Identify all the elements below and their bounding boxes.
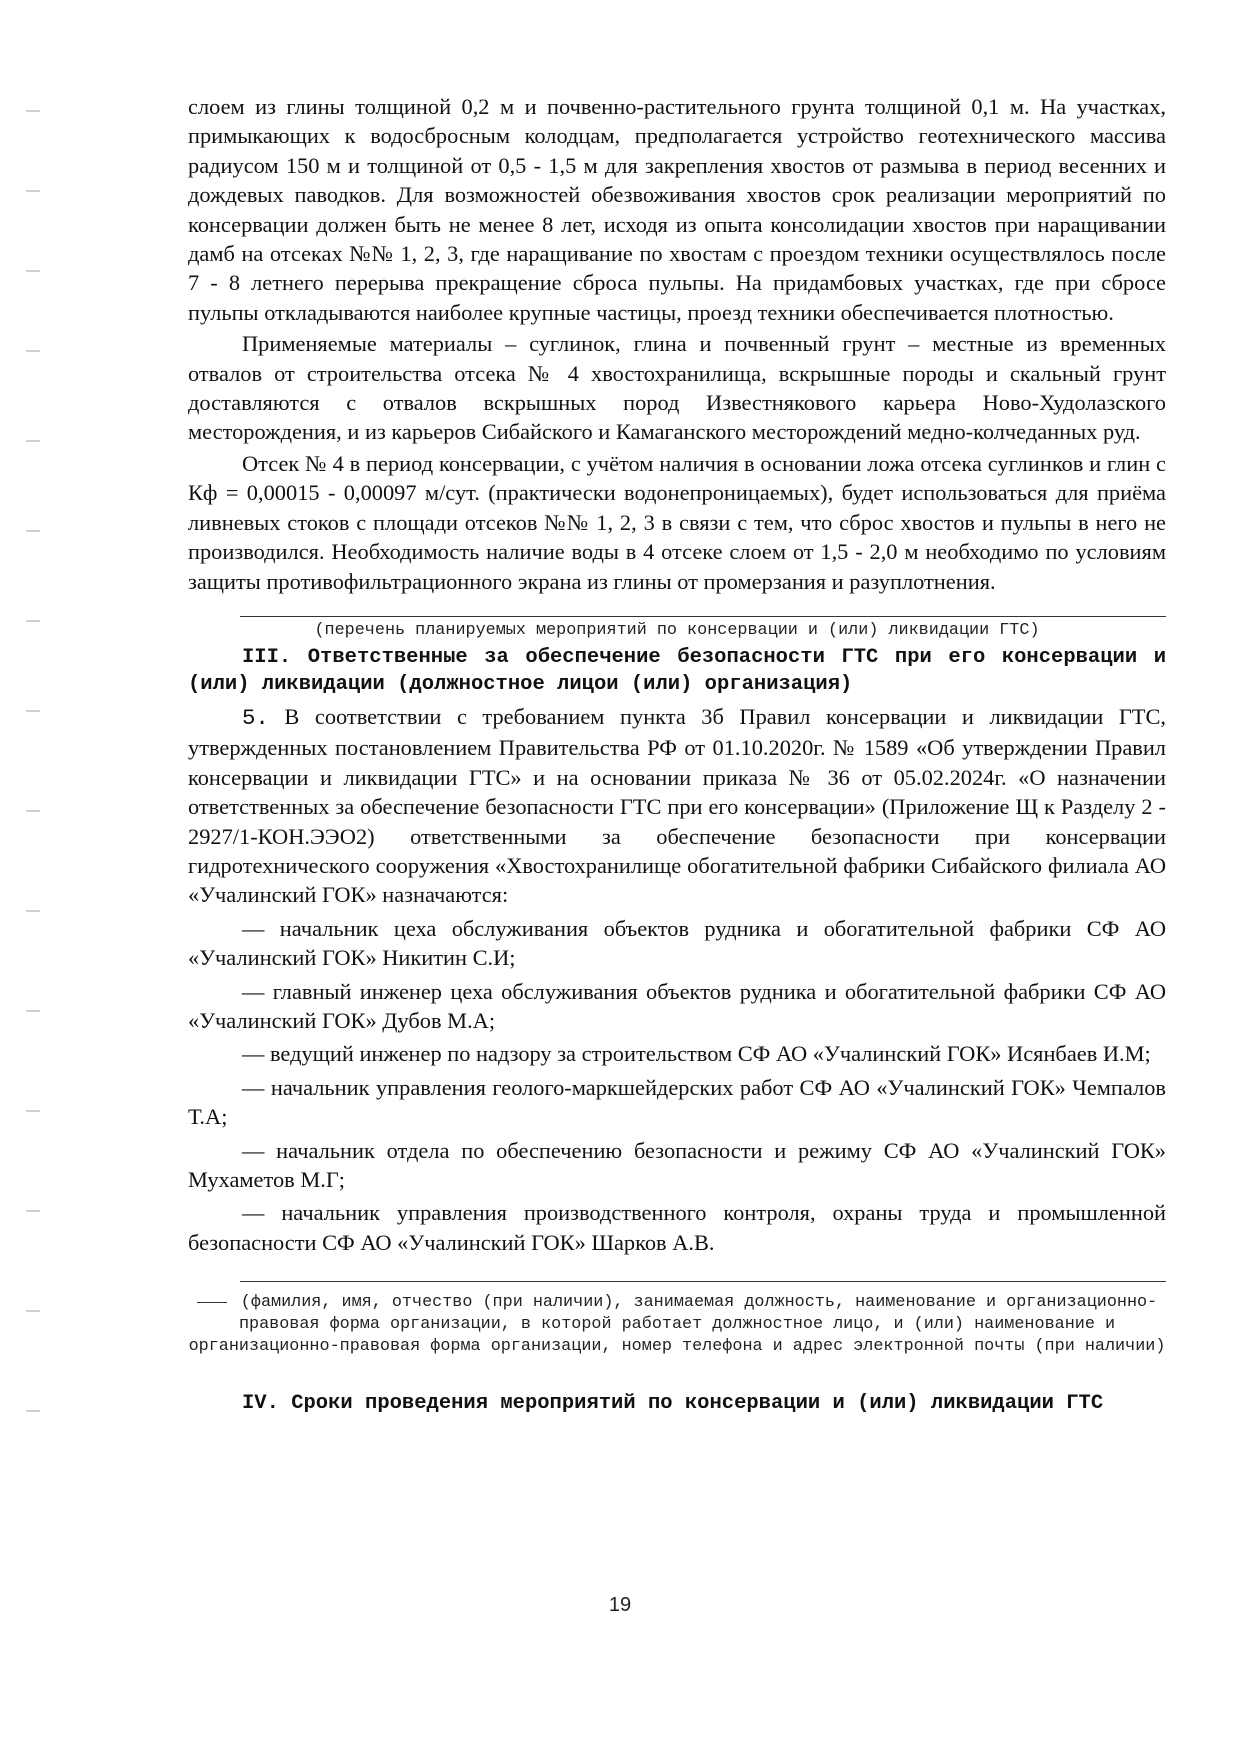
item-5-text: В соответствии с требованием пункта 3б Правил консервации и ликвидации ГТС, утвержденных постановлением Правительства РФ от 01.10.2020г. № 1589 «Об утверждении Правил консервации и ликвидации ГТС» и на основании приказа № 36 от 05.02.2024г. «О назначении ответственных за обеспечение безопасности ГТС при его консервации» (Приложение Щ к Разделу 2 - 2927/1-КОН.ЭЭО2) ответственными за обеспечение безопасности при консервации гидротехнического сооружения «Хвостохранилище обогатительной фабрики Сибайского филиала АО «Учалинский ГОК» назначаются: [188,703,1167,908]
responsible-person: — начальник цеха обслуживания объектов рудника и обогатительной фабрики СФ АО «Учалинский ГОК» Никитин С.И; [188,915,1166,971]
paragraph-continuation: слоем из глины толщиной 0,2 м и почвенно-растительного грунта толщиной 0,1 м. На участках, примыкающих к водосбросным колодцам, предполагается устройство геотехнического массива радиусом 150 м и толщиной от 0,5 - 1,5 м для закрепления хвостов от размыва в период весенних и дождевых паводков. Для возможностей обезвоживания хвостов срок реализации мероприятий по консервации должен быть не менее 8 лет, исходя из опыта консолидации хвостов при наращивании дамб на отсеках №№ 1, 2, 3, где наращивание по хвостам с проездом техники осуществлялось после 7 - 8 летнего перерыва прекращение сброса пульпы. На придамбовых участках, где при сбросе пульпы откладываются наиболее крупные частицы, проезд техники обеспечивается плотностью. [188,94,1166,325]
document-page [188,92,1166,1417]
page-number: 19 [608,1594,632,1616]
paragraph-materials: Применяемые материалы – суглинок, глина и почвенный грунт – местные из временных отвалов от строительства отсека № 4 хвостохранилища, вскрышные породы и скальный грунт доставляются с отвалов вскрышных пород Известнякового карьера Ново-Худолазского месторождения, и из карьеров Сибайского и Камаганского месторождений медно-колчеданных руд. [188,331,1166,445]
footnote-lead-line [197,1302,227,1303]
item-5-number: 5. [242,704,269,731]
section-3-heading: III. Ответственные за обеспечение безопасности ГТС при его консервации и (или) ликвидации (должностное лицои (или) организация) [188,645,1166,696]
caption-measures-list: (перечень планируемых мероприятий по консервации и (или) ликвидации ГТС) [314,620,1040,640]
responsible-person: — ведущий инженер по надзору за строительством СФ АО «Учалинский ГОК» Исянбаев И.М; [242,1041,1151,1067]
caption-responsible-text: (фамилия, имя, отчество (при наличии), занимаемая должность, наименование и организационно-правовая форма организации, в которой работает должностное лицо, и (или) наименование и организационно-правовая форма организации, номер телефона и адрес электронной почты (при наличии) [188,1293,1166,1357]
responsible-person: — начальник отдела по обеспечению безопасности и режиму СФ АО «Учалинский ГОК» Мухаметов М.Г; [188,1137,1166,1192]
responsible-person: — главный инженер цеха обслуживания объектов рудника и обогатительной фабрики СФ АО «Учалинский ГОК» Дубов М.А; [188,978,1166,1033]
scan-margin-marks [26,110,44,1510]
responsible-person: — начальник управления производственного контроля, охраны труда и промышленной безопасности СФ АО «Учалинский ГОК» Шарков А.В. [188,1200,1166,1255]
responsible-person: — начальник управления геолого-маркшейдерских работ СФ АО «Учалинский ГОК» Чемпалов Т.А; [188,1074,1166,1130]
section-4-heading: IV. Сроки проведения мероприятий по консервации и (или) ликвидации ГТС [242,1392,1104,1416]
fill-in-line [240,1281,1166,1282]
item-5-paragraph [188,702,1166,910]
fill-in-line [240,616,1166,617]
caption-responsible-details [188,1292,1166,1358]
paragraph-compartment-4: Отсек № 4 в период консервации, с учётом наличия в основании ложа отсека суглинков и глин с Кф = 0,00015 - 0,00097 м/сут. (практически водонепроницаемых), будет использоваться для приёма ливневых стоков с площади отсеков №№ 1, 2, 3 в связи с тем, что сброс хвостов и пульпы в него не производился. Необходимость наличие воды в 4 отсеке слоем от 1,5 - 2,0 м необходимо по условиям защиты противофильтрационного экрана из глины от промерзания и разуплотнения. [188,450,1166,594]
